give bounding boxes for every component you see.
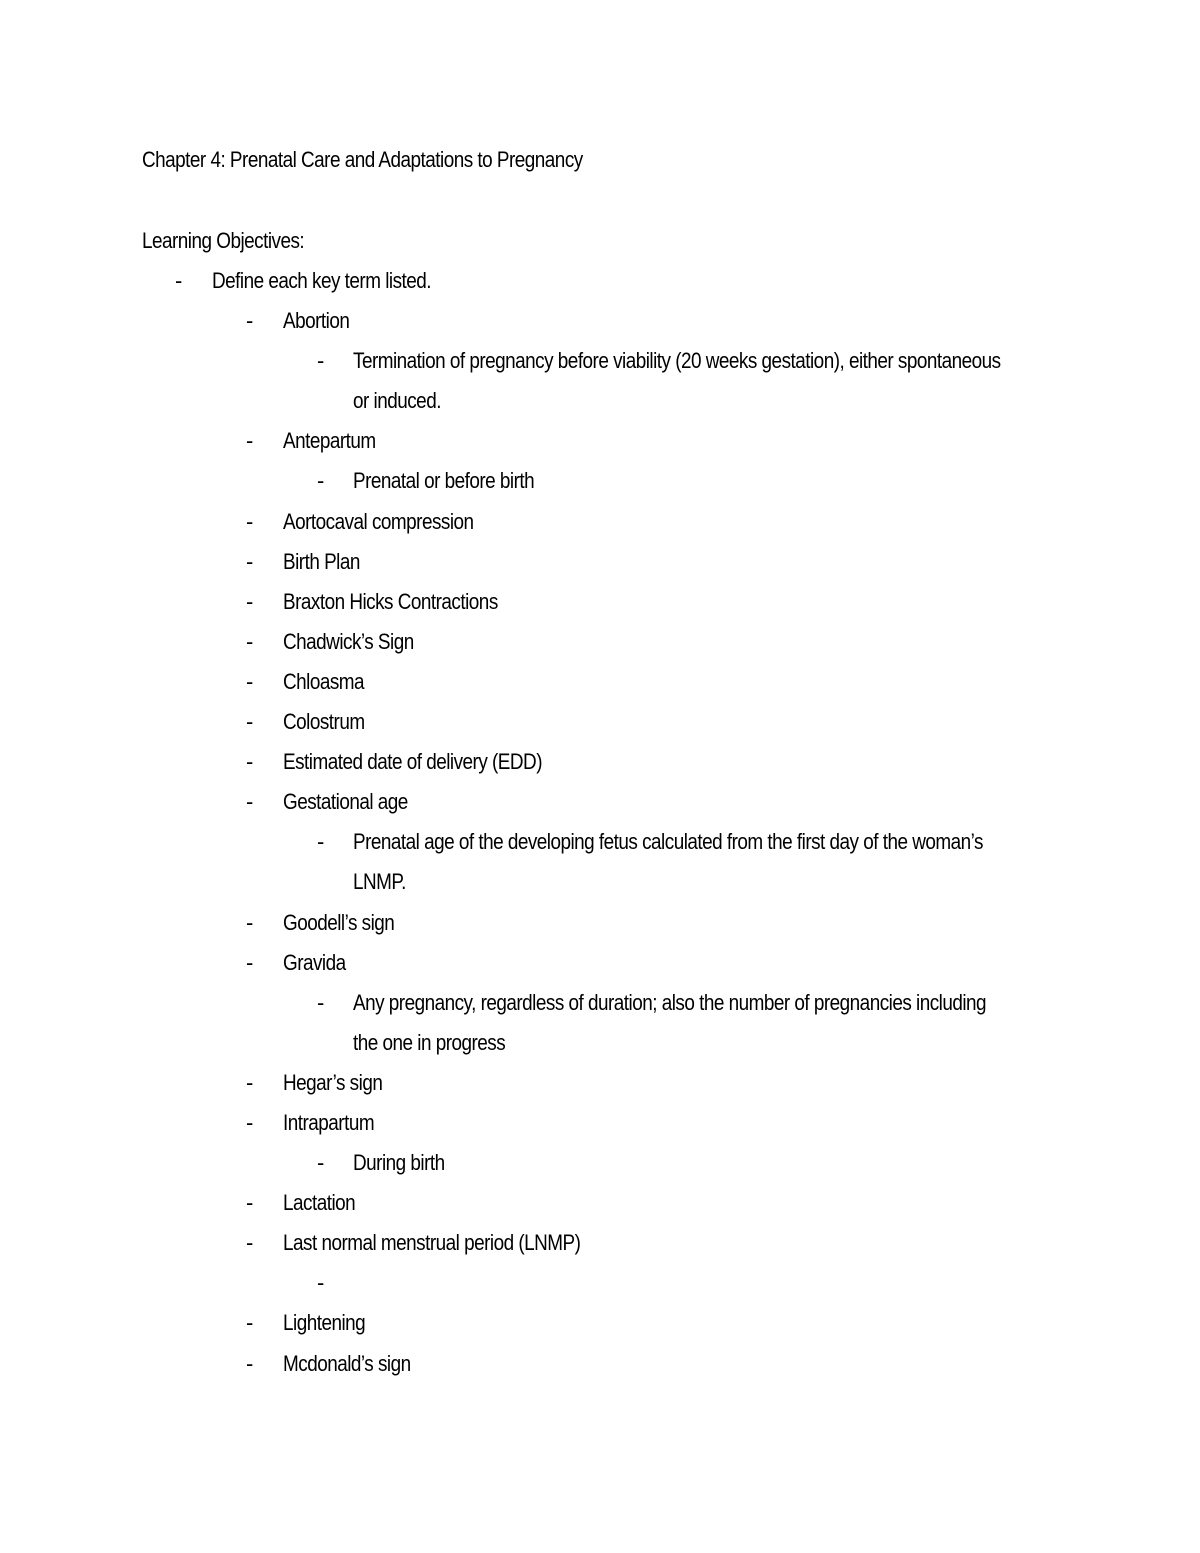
section-heading: Learning Objectives: xyxy=(142,228,305,253)
objectives-list xyxy=(0,266,1200,1389)
definition-text: or induced. xyxy=(353,388,441,414)
bullet-dash: - xyxy=(246,628,254,654)
term-item xyxy=(0,306,1200,346)
bullet-dash: - xyxy=(317,1270,325,1296)
term-item xyxy=(0,707,1200,747)
bullet-dash: - xyxy=(246,1310,254,1336)
bullet-dash: - xyxy=(246,1069,254,1095)
term-item xyxy=(0,1308,1200,1348)
bullet-dash: - xyxy=(246,789,254,815)
term-item xyxy=(0,1108,1200,1148)
term-label: Abortion xyxy=(283,308,350,334)
term-label: Estimated date of delivery (EDD) xyxy=(283,749,542,775)
definition-item xyxy=(0,1268,1200,1308)
definition-item xyxy=(0,1148,1200,1188)
definition-continuation xyxy=(0,867,1200,907)
definition-text: Prenatal age of the developing fetus calculated from the first day of the woman’s xyxy=(353,829,983,855)
term-item xyxy=(0,507,1200,547)
term-item xyxy=(0,1188,1200,1228)
term-item xyxy=(0,627,1200,667)
term-label: Antepartum xyxy=(283,428,376,454)
definition-text: LNMP. xyxy=(353,869,406,895)
term-label: Gestational age xyxy=(283,789,408,815)
term-item xyxy=(0,908,1200,948)
bullet-dash: - xyxy=(246,1190,254,1216)
term-label: Chadwick’s Sign xyxy=(283,628,414,654)
term-item xyxy=(0,747,1200,787)
term-label: Mcdonald’s sign xyxy=(283,1350,411,1376)
definition-item xyxy=(0,988,1200,1028)
term-label: Lightening xyxy=(283,1310,366,1336)
term-label: Lactation xyxy=(283,1190,356,1216)
bullet-dash: - xyxy=(175,268,183,293)
objective-item xyxy=(0,266,1200,306)
term-label: Aortocaval compression xyxy=(283,508,474,534)
bullet-dash: - xyxy=(317,1150,325,1176)
definition-item xyxy=(0,827,1200,867)
term-item xyxy=(0,426,1200,466)
term-label: Last normal menstrual period (LNMP) xyxy=(283,1230,581,1256)
term-label: Gravida xyxy=(283,949,346,975)
term-item xyxy=(0,948,1200,988)
bullet-dash: - xyxy=(317,468,325,494)
term-item xyxy=(0,587,1200,627)
objective-text: Define each key term listed. xyxy=(212,268,432,293)
bullet-dash: - xyxy=(317,829,325,855)
term-label: Colostrum xyxy=(283,709,365,735)
page-title: Chapter 4: Prenatal Care and Adaptations to Pregnancy xyxy=(142,147,583,172)
bullet-dash: - xyxy=(246,1109,254,1135)
definition-text: Termination of pregnancy before viability (20 weeks gestation), either spontaneous xyxy=(353,348,1001,374)
bullet-dash: - xyxy=(246,709,254,735)
bullet-dash: - xyxy=(246,588,254,614)
definition-text: Any pregnancy, regardless of duration; also the number of pregnancies including xyxy=(353,989,987,1015)
term-label: Braxton Hicks Contractions xyxy=(283,588,498,614)
bullet-dash: - xyxy=(246,1230,254,1256)
bullet-dash: - xyxy=(246,1350,254,1376)
bullet-dash: - xyxy=(246,548,254,574)
bullet-dash: - xyxy=(246,909,254,935)
term-label: Birth Plan xyxy=(283,548,360,574)
term-label: Hegar’s sign xyxy=(283,1069,383,1095)
bullet-dash: - xyxy=(246,668,254,694)
bullet-dash: - xyxy=(246,508,254,534)
term-label: Chloasma xyxy=(283,668,365,694)
definition-item xyxy=(0,466,1200,506)
term-item xyxy=(0,547,1200,587)
definition-continuation xyxy=(0,386,1200,426)
bullet-dash: - xyxy=(317,348,325,374)
term-label: Intrapartum xyxy=(283,1109,375,1135)
term-item xyxy=(0,787,1200,827)
bullet-dash: - xyxy=(246,308,254,334)
definition-item xyxy=(0,346,1200,386)
term-item xyxy=(0,1349,1200,1389)
term-item xyxy=(0,1228,1200,1268)
definition-text: During birth xyxy=(353,1150,445,1176)
term-label: Goodell’s sign xyxy=(283,909,395,935)
definition-text: Prenatal or before birth xyxy=(353,468,535,494)
bullet-dash: - xyxy=(246,749,254,775)
term-item xyxy=(0,667,1200,707)
definition-continuation xyxy=(0,1028,1200,1068)
bullet-dash: - xyxy=(246,428,254,454)
bullet-dash: - xyxy=(317,989,325,1015)
definition-text: the one in progress xyxy=(353,1029,506,1055)
bullet-dash: - xyxy=(246,949,254,975)
term-item xyxy=(0,1068,1200,1108)
